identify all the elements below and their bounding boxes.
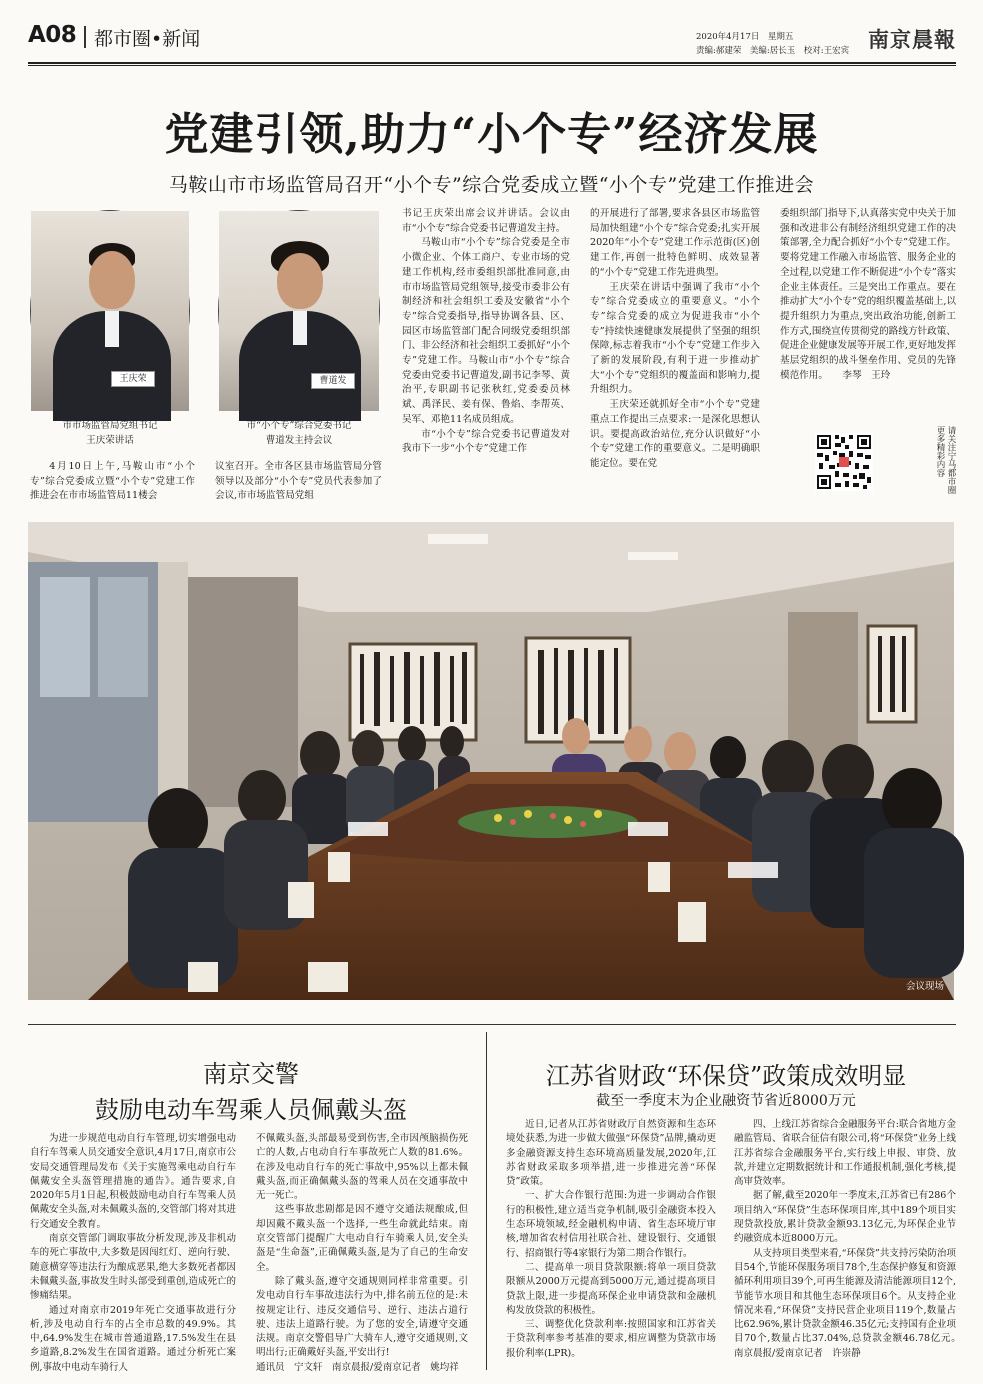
main-text-column-3: 书记王庆荣出席会议并讲话。会议由市“小个专”综合党委书记曹道发主持。 马鞍山市“小个专”综合党委是全市小微企业、个体工商户、专业市场的党建工作机构,经市委组织部批准同意,由市市场监管局党组领导,接受市委非公有制经济和社会组织工委及安徽省“小个专”综合党委指导,指导协调各县、区、园区市场监管部门配合同级党委组织部门、非公经济和社会组织工委抓好“小个专”党建工作。马鞍山市“小个专”综合党委由党委书记曹道发,副书记李琴、黄治平,专职副书记张秋红,党委委员林斌、禹泽民、姜有保、鲁焰、李帮英、吴军、邓艳11名成员组成。 市“小个专”综合党委书记曹道发对我市下一步“小个专”党建工作 bbox=[402, 208, 570, 455]
right-subheadline: 截至一季度末为企业融资节省近8000万元 bbox=[596, 1093, 856, 1109]
section-rule bbox=[28, 1024, 956, 1025]
left-headline-line2: 鼓励电动车驾乘人员佩戴头盔 bbox=[95, 1096, 407, 1124]
column-divider bbox=[486, 1032, 487, 1370]
section-name: 都市圈•新闻 bbox=[94, 28, 201, 50]
left-text-column-1: 为进一步规范电动自行车管理,切实增强电动自行车驾乘人员交通安全意识,4月17日,南京市公安局交通管理局发布《关于实施驾乘电动自行车佩戴安全头盔管理措施的通告》。通告要求,自2020年5月1日起,积极鼓励电动自行车驾乘人员佩戴安全头盔,对未佩戴头盔的,交管部门将对其进行交通安全教育。 南京交管部门调取事故分析发现,涉及非机动车的死亡事故中,大多数是因闯红灯、逆向行驶、随意横穿等违法行为酿成恶果,绝大多数死者都因未佩戴头盔,事故发生时头部受到重创,造成死亡的惨痛结果。 通过对南京市2019年死亡交通事故进行分析,涉及电动自行车的占全市总数的49.9%。其中,64.9%发生在城市普通道路,17.5%发生在县乡道路,8.2%发生在国省道路。通过分析死亡案例,事故中电动车骑行人 bbox=[30, 1133, 236, 1373]
main-text-column-5: 委组织部门指导下,认真落实党中央关于加强和改进非公有制经济组织党建工作的决策部署,全力配合抓好“小个专”党建工作。要将党建工作融入市场监管、服务企业的全过程,以党建工作不断促进“小个专”落实企业主体责任。三是突出工作重点。要在推动扩大“小个专”党的组织覆盖基础上,以提升组织力为重点,突出政治功能,创新工作方式,围绕宣传贯彻党的路线方针政策、促进企业健康发展等开展工作,更好地发挥基层党组织的战斗堡垒作用、党员的先锋模范作用。 李琴 王玲 bbox=[780, 208, 956, 381]
left-text-column-2: 不佩戴头盔,头部最易受到伤害,全市因颅脑损伤死亡的人数,占电动自行车事故死亡人数的81.6%。在涉及电动自行车的死亡事故中,95%以上都未佩戴头盔,而正确佩戴头盔的驾乘人员在交通事故中无一死亡。 这些事故悲剧都是因不遵守交通法规酿成,但却因戴不戴头盔一个选择,一些生命就此结束。南京交管部门提醒广大电动自行车骑乘人员,安全头盔是“生命盔”,正确佩戴头盔,是为了自己的生命安全。 除了戴头盔,遵守交通规则同样非常重要。引发电动自行车事故违法行为中,排名前五位的是:未按规定让行、违反交通信号、逆行、违法占道行驶、违法上道路行驶。为了您的安全,请遵守交通法规。南京交警倡导广大骑车人,遵守交通规则,文明出行;正确戴好头盔,平安出行! 通讯员 宁文轩 南京晨报/爱南京记者 姚均祥 bbox=[256, 1133, 468, 1373]
main-text-column-4: 的开展进行了部署,要求各县区市场监管局加快组建“小个专”综合党委;扎实开展2020年“小个专”党建工作示范街(区)创建工作,再创一批特色鲜明、成效显著的“小个专”党建工作先进典型。 王庆荣在讲话中强调了我市“小个专”综合党委成立的重要意义。“小个专”综合党委的成立为促进我市“小个专”持续快速健康发展提供了坚强的组织保障,标志着我市“小个专”党建工作步入了新的发展阶段,有利于进一步推动扩大“小个专”党组织的覆盖面和影响力,提升组织力。 王庆荣还就抓好全市“小个专”党建重点工作提出三点要求:一是深化思想认识。要提高政治站位,充分认识做好“小个专”党建工作的重要意义。二是明确职能定位。要在党 bbox=[590, 208, 760, 469]
qr-code-icon[interactable] bbox=[815, 433, 873, 491]
right-text-column-2: 四、上线江苏省综合金融服务平台:联合省地方金融监管局、省联合征信有限公司,将“环保贷”业务上线江苏省综合金融服务平台,实行线上申报、审贷、放款,并建立定期数据统计和工作通报机制,强化考核,提高审贷效率。 据了解,截至2020年一季度末,江苏省已有286个项目纳入“环保贷”生态环保项目库,其中189个项目实现贷款投放,累计贷款金额93.13亿元,为环保企业节约融资成本近8000万元。 从支持项目类型来看,“环保贷”共支持污染防治项目54个,节能环保服务项目78个,生态保护修复和资源循环利用项目39个,可再生能源及清洁能源项目12个,节能节水项目和其他生态环保项目6个。从支持企业情况来看,“环保贷”支持民营企业项目119个,数量占比62.96%,累计贷款金额46.35亿元;支持国有企业项目70个,数量占比37.04%,总贷款金额46.78亿元。 南京晨报/爱南京记者 许崇静 bbox=[734, 1119, 966, 1359]
page-number: A08 bbox=[28, 22, 77, 48]
portrait-caption-1: 市市场监管局党组书记 王庆荣讲话 bbox=[62, 420, 158, 446]
right-headline: 江苏省财政“环保贷”政策成效明显 bbox=[545, 1062, 907, 1090]
main-subheadline: 马鞍山市市场监管局召开“小个专”综合党委成立暨“小个专”党建工作推进会 bbox=[168, 174, 815, 196]
header-divider bbox=[84, 26, 86, 48]
portrait-photo-2 bbox=[218, 210, 380, 412]
qr-caption: 请关注宁马都市圈更多精彩内容 bbox=[935, 426, 956, 494]
editor-credits: 责编:郝建荣 美编:居长玉 校对:王宏宾 bbox=[696, 46, 850, 56]
main-text-column-2: 议室召开。全市各区县市场监管局分管领导以及部分“小个专”党员代表参加了会议,市市场监管局党组 bbox=[215, 461, 382, 502]
portrait-caption-2: 市“小个专”综合党委书记 曹道发主持会议 bbox=[246, 420, 352, 446]
page-header bbox=[28, 20, 956, 64]
main-headline: 党建引领,助力“小个专”经济发展 bbox=[164, 109, 819, 160]
main-text-column-1: 4月10日上午,马鞍山市“小个专”综合党委成立暨“小个专”党建工作推进会在市市场监管局11楼会 bbox=[30, 461, 195, 502]
name-card: 王庆荣 bbox=[111, 371, 155, 387]
right-text-column-1: 近日,记者从江苏省财政厅自然资源和生态环境处获悉,为进一步做大做强“环保贷”品牌,撬动更多金融资源支持生态环境高质量发展,2020年,江苏省财政采取多项举措,进一步推进完善“环保贷”政策。 一、扩大合作银行范围:为进一步调动合作银行的积极性,建立适当竞争机制,吸引金融资本投入生态环境领域,经金融机构申请、省生态环境厅审核,增加省农村信用社联合社、建设银行、交通银行、招商银行等4家银行为第二期合作银行。 二、提高单一项目贷款限额:将单一项目贷款限额从2000万元提高到5000万元,通过提高项目贷款上限,进一步提高环保企业申请贷款和金融机构发放贷款的积极性。 三、调整优化贷款利率:按照国家和江苏省关于贷款利率参考基准的要求,相应调整为贷款市场报价利率(LPR)。 bbox=[506, 1119, 716, 1359]
name-card: 曹道发 bbox=[311, 373, 355, 389]
header-rule-thin bbox=[28, 65, 956, 66]
portrait-photo-1 bbox=[30, 210, 190, 412]
issue-date: 2020年4月17日 星期五 bbox=[696, 32, 794, 42]
photo-caption: 会议现场 bbox=[905, 981, 944, 992]
newspaper-masthead: 南京晨報 bbox=[868, 27, 956, 52]
meeting-photo bbox=[28, 522, 954, 1000]
left-headline-line1: 南京交警 bbox=[203, 1060, 299, 1088]
header-rule bbox=[28, 62, 956, 64]
meeting-scene-image bbox=[28, 522, 954, 1000]
